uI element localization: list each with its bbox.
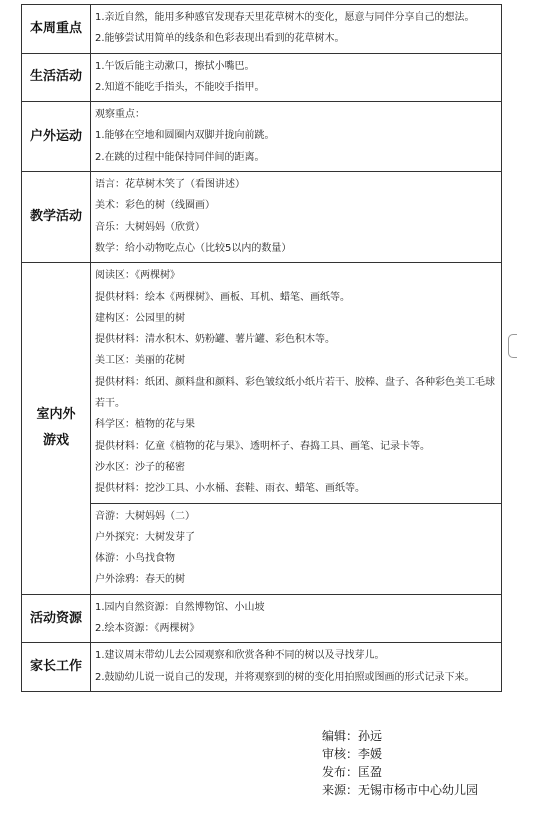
content-line: 美工区：美丽的花树 bbox=[95, 355, 185, 367]
content-line: 1.亲近自然，能用多种感官发现春天里花草树木的变化，愿意与同伴分享自己的想法。 bbox=[95, 12, 475, 23]
content-line: 提供材料：绘本《两棵树》、画板、耳机、蜡笔、画纸等。 bbox=[95, 291, 350, 303]
content-line: 提供材料：亿童《植物的花与果》、透明杯子、舂捣工具、画笔、记录卡等。 bbox=[95, 440, 430, 452]
content-line: 2.知道不能吃手指头，不能咬手指甲。 bbox=[95, 81, 265, 93]
row-label bbox=[22, 172, 91, 263]
credits-block bbox=[322, 727, 478, 799]
content-line: 提供材料：清水积木、奶粉罐、薯片罐、彩色积木等。 bbox=[95, 334, 335, 346]
row-outdoor-games bbox=[22, 503, 502, 594]
row-outdoor-exercise bbox=[22, 102, 502, 172]
content-line: 提供材料：纸团、颜料盘和颜料、彩色皱纹纸小纸片若干、胶棒、盘子、各种彩色美工毛球若干。 bbox=[95, 376, 495, 410]
content-line: 2.鼓励幼儿说一说自己的发现，并将观察到的树的变化用拍照或图画的形式记录下来。 bbox=[95, 671, 475, 683]
row-teaching-activities bbox=[22, 172, 502, 263]
content-line: 2.绘本资源：《两棵树》 bbox=[95, 623, 200, 635]
row-content bbox=[91, 5, 502, 54]
page-edge-tab bbox=[508, 334, 517, 358]
content-line: 提供材料：挖沙工具、小水桶、套鞋、雨衣、蜡笔、画纸等。 bbox=[95, 483, 365, 495]
credit-editor: 编辑：孙远 bbox=[322, 729, 383, 743]
row-label-text: 活动资源 bbox=[29, 610, 82, 626]
content-line: 1.建议周末带幼儿去公园观察和欣赏各种不同的树以及寻找芽儿。 bbox=[95, 650, 385, 662]
content-line: 体游：小鸟找食物 bbox=[95, 553, 175, 565]
indoor-areas-content bbox=[91, 263, 502, 503]
content-line: 户外涂鸦：春天的树 bbox=[95, 574, 185, 586]
content-line: 音游：大树妈妈（二） bbox=[95, 510, 195, 522]
row-indoor-outdoor-games bbox=[22, 263, 502, 503]
row-label-text: 户外运动 bbox=[29, 128, 82, 144]
content-line: 美术：彩色的树（线圈画） bbox=[95, 200, 215, 212]
content-line: 户外探究：大树发芽了 bbox=[95, 531, 195, 543]
row-label bbox=[22, 53, 91, 102]
content-line: 建构区：公园里的树 bbox=[95, 312, 185, 324]
row-label-text: 教学活动 bbox=[29, 209, 82, 225]
row-content bbox=[91, 643, 502, 692]
row-label-text: 游戏 bbox=[42, 433, 69, 449]
row-label bbox=[22, 5, 91, 54]
content-line: 1.能够在空地和圆圈内双脚并拢向前跳。 bbox=[95, 130, 275, 142]
content-line: 观察重点： bbox=[95, 109, 145, 121]
row-label-text: 生活活动 bbox=[29, 69, 82, 85]
row-label bbox=[22, 643, 91, 692]
outdoor-games-content bbox=[91, 503, 502, 594]
content-line: 2.能够尝试用简单的线条和色彩表现出看到的花草树木。 bbox=[95, 33, 345, 45]
row-content bbox=[91, 172, 502, 263]
credit-source: 来源：无锡市杨市中心幼儿园 bbox=[322, 783, 479, 797]
row-label bbox=[22, 263, 91, 594]
row-label-text: 家长工作 bbox=[29, 659, 82, 675]
content-line: 科学区：植物的花与果 bbox=[95, 419, 195, 431]
credit-publisher: 发布：匡盈 bbox=[322, 765, 383, 779]
row-content bbox=[91, 53, 502, 102]
row-parent-work bbox=[22, 643, 502, 692]
content-line: 阅读区：《两棵树》 bbox=[95, 270, 180, 282]
row-label-text: 本周重点 bbox=[29, 20, 82, 36]
row-label bbox=[22, 594, 91, 643]
row-weekly-focus bbox=[22, 5, 502, 54]
row-content bbox=[91, 594, 502, 643]
row-activity-resources bbox=[22, 594, 502, 643]
content-line: 音乐：大树妈妈（欣赏） bbox=[95, 221, 205, 233]
row-label-text: 室内外 bbox=[36, 407, 76, 423]
weekly-plan-table bbox=[21, 4, 502, 692]
credit-reviewer: 审核：李媛 bbox=[322, 747, 383, 761]
content-line: 1.午饭后能主动漱口，擦拭小嘴巴。 bbox=[95, 60, 255, 72]
row-daily-life bbox=[22, 53, 502, 102]
row-content bbox=[91, 102, 502, 172]
content-line: 2.在跳的过程中能保持同伴间的距离。 bbox=[95, 151, 265, 163]
content-line: 沙水区：沙子的秘密 bbox=[95, 461, 185, 473]
content-line: 1.园内自然资源：自然博物馆、小山坡 bbox=[95, 601, 265, 613]
content-line: 语言：花草树木笑了（看图讲述） bbox=[95, 179, 245, 191]
content-line: 数学：给小动物吃点心（比较5以内的数量） bbox=[95, 242, 292, 254]
row-label bbox=[22, 102, 91, 172]
